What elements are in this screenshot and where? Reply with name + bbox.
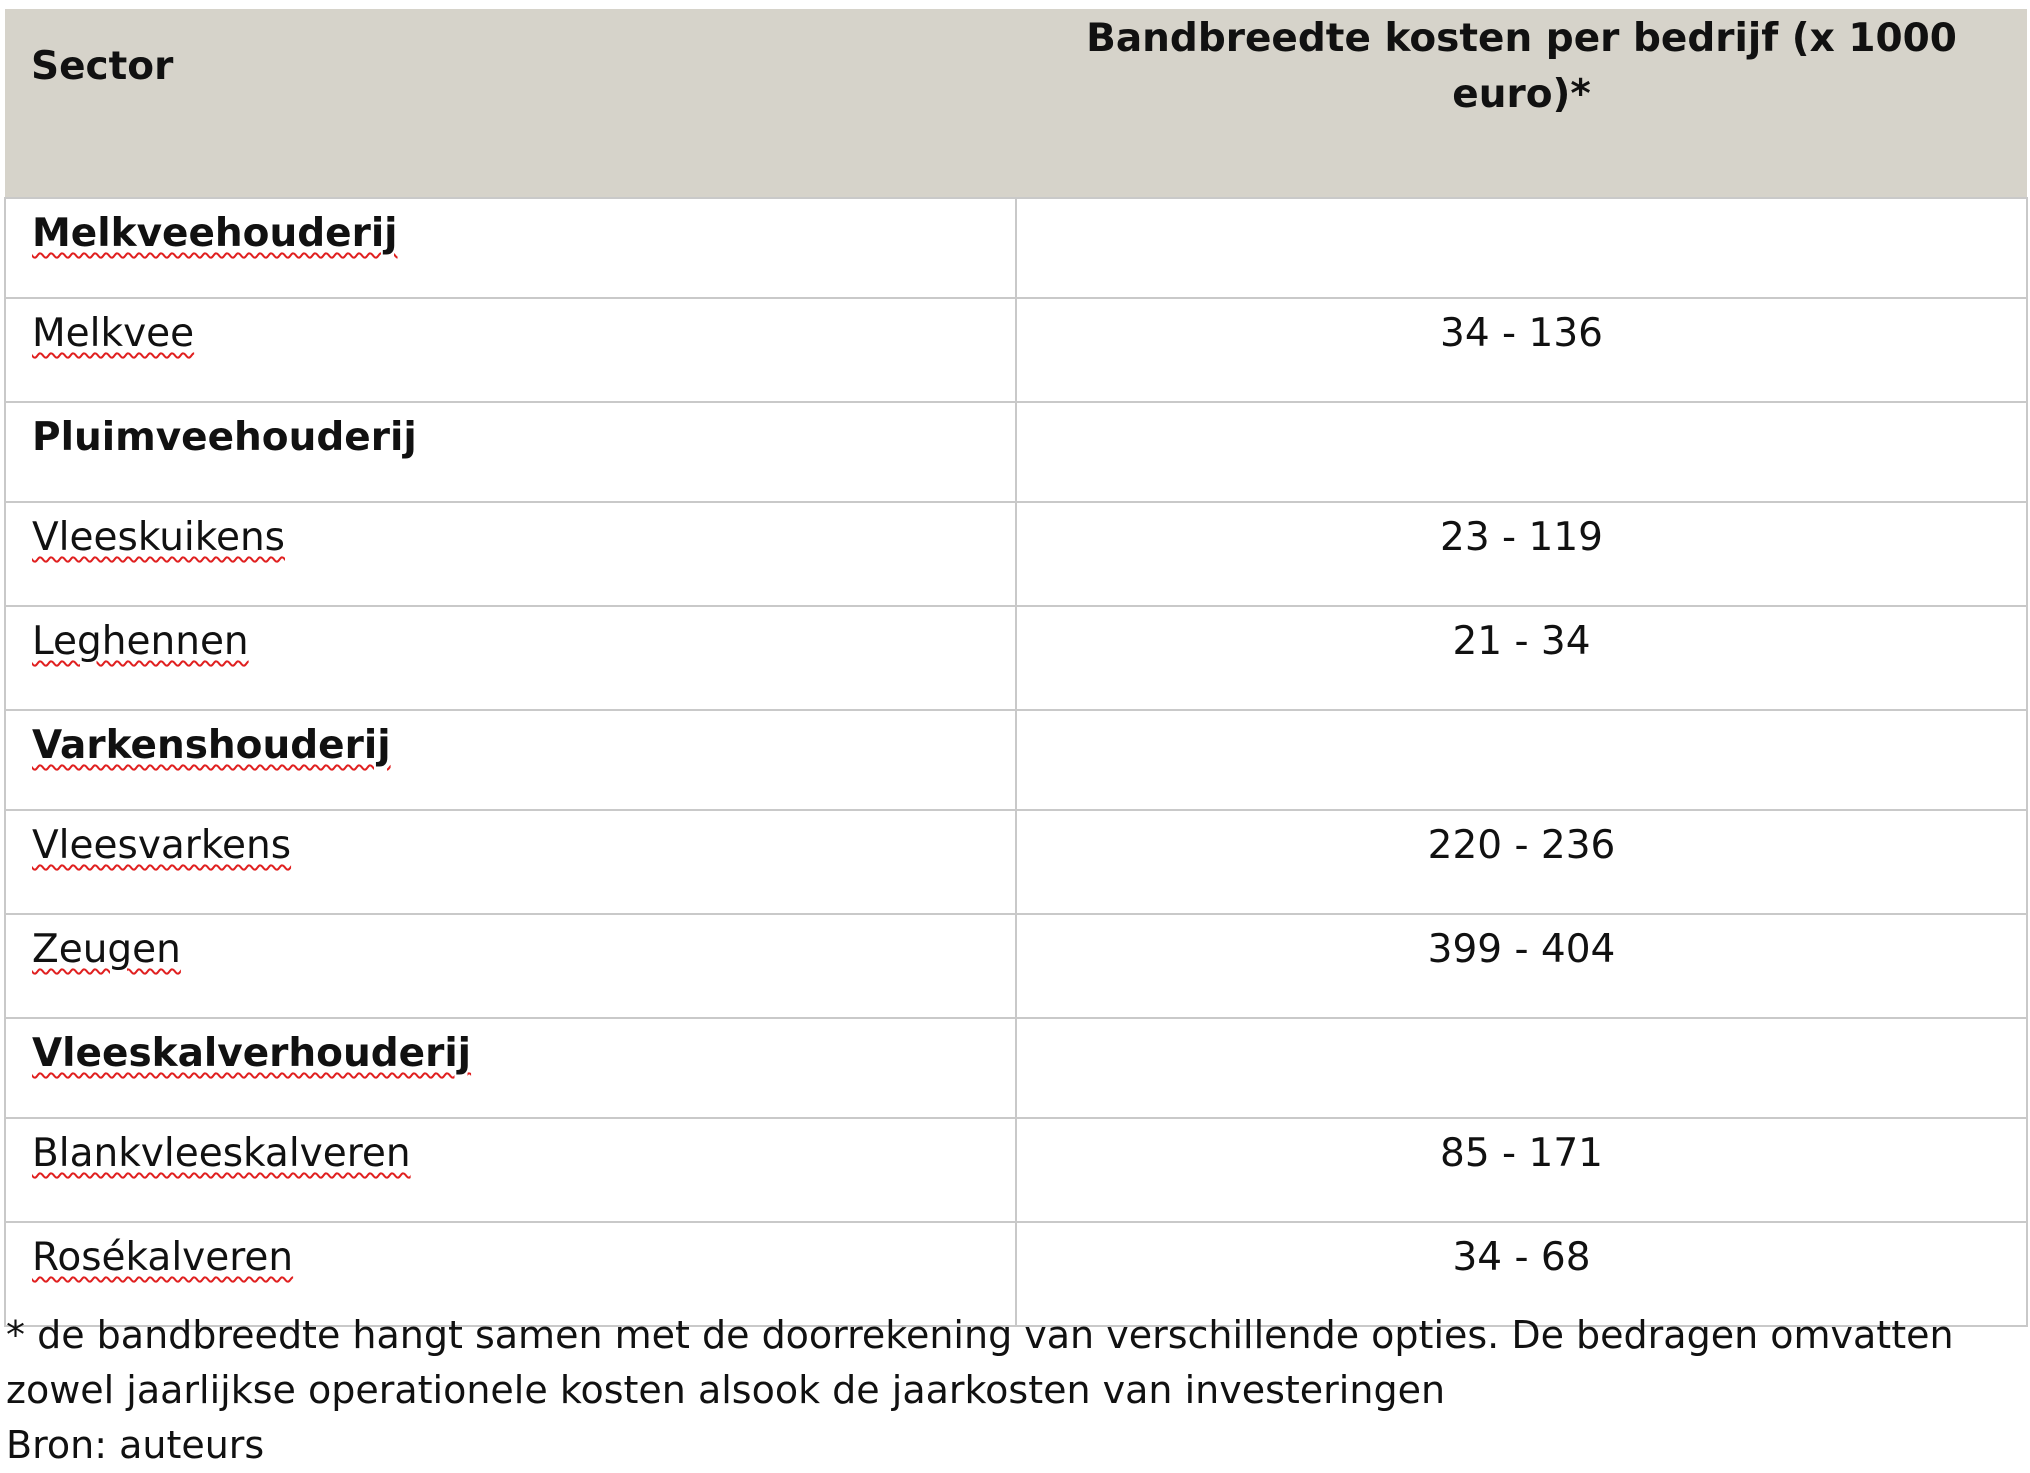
sector-cell — [5, 606, 1016, 710]
cost-range-cell — [1016, 710, 2027, 810]
cost-range-cell: 85 - 171 — [1016, 1118, 2027, 1222]
header-cost-range: Bandbreedte kosten per bedrijf (x 1000 euro)* — [1016, 9, 2027, 198]
sector-label: Blankvleeskalveren — [32, 1131, 411, 1176]
table-body — [5, 198, 2027, 1326]
sector-cell — [5, 810, 1016, 914]
source-note: Bron: auteurs — [6, 1423, 265, 1467]
sector-cell — [5, 298, 1016, 402]
table-row — [5, 914, 2027, 1018]
table-row — [5, 1118, 2027, 1222]
table-row — [5, 810, 2027, 914]
cost-range-cell — [1016, 402, 2027, 502]
group-heading-label: Pluimveehouderij — [32, 415, 417, 460]
group-heading-cell — [5, 402, 1016, 502]
table-row — [5, 298, 2027, 402]
cost-range-cell: 21 - 34 — [1016, 606, 2027, 710]
group-heading-label: Vleeskalverhouderij — [32, 1031, 472, 1076]
table-group-row — [5, 1018, 2027, 1118]
table-group-row — [5, 198, 2027, 298]
group-heading-cell — [5, 198, 1016, 298]
cost-range-cell: 220 - 236 — [1016, 810, 2027, 914]
sector-cell — [5, 1118, 1016, 1222]
sector-label: Vleesvarkens — [32, 823, 292, 868]
table-group-row — [5, 402, 2027, 502]
table-row — [5, 606, 2027, 710]
sector-label: Zeugen — [32, 927, 181, 972]
cost-range-cell — [1016, 1018, 2027, 1118]
cost-range-cell — [1016, 198, 2027, 298]
group-heading-label: Varkenshouderij — [32, 723, 391, 768]
cost-table — [4, 9, 2028, 1327]
group-heading-cell — [5, 710, 1016, 810]
cost-range-cell: 399 - 404 — [1016, 914, 2027, 1018]
sector-cell — [5, 914, 1016, 1018]
header-sector: Sector — [5, 9, 1016, 198]
sector-label: Leghennen — [32, 619, 249, 664]
footnote: * de bandbreedte hangt samen met de doorrekening van verschillende opties. De bedragen omvatten zowel jaarlijkse operationele kosten alsook de jaarkosten van investeringen — [6, 1313, 1954, 1412]
cost-table-container — [4, 9, 2026, 1327]
sector-label: Rosékalveren — [32, 1235, 294, 1280]
table-row — [5, 502, 2027, 606]
cost-range-cell: 34 - 136 — [1016, 298, 2027, 402]
group-heading-cell — [5, 1018, 1016, 1118]
cost-range-cell: 23 - 119 — [1016, 502, 2027, 606]
cost-range-cell: 34 - 68 — [1016, 1222, 2027, 1326]
table-group-row — [5, 710, 2027, 810]
table-header — [5, 9, 2027, 198]
table-notes — [6, 1308, 2028, 1473]
group-heading-label: Melkveehouderij — [32, 211, 398, 256]
sector-cell — [5, 502, 1016, 606]
sector-label: Melkvee — [32, 311, 195, 356]
sector-label: Vleeskuikens — [32, 515, 285, 560]
